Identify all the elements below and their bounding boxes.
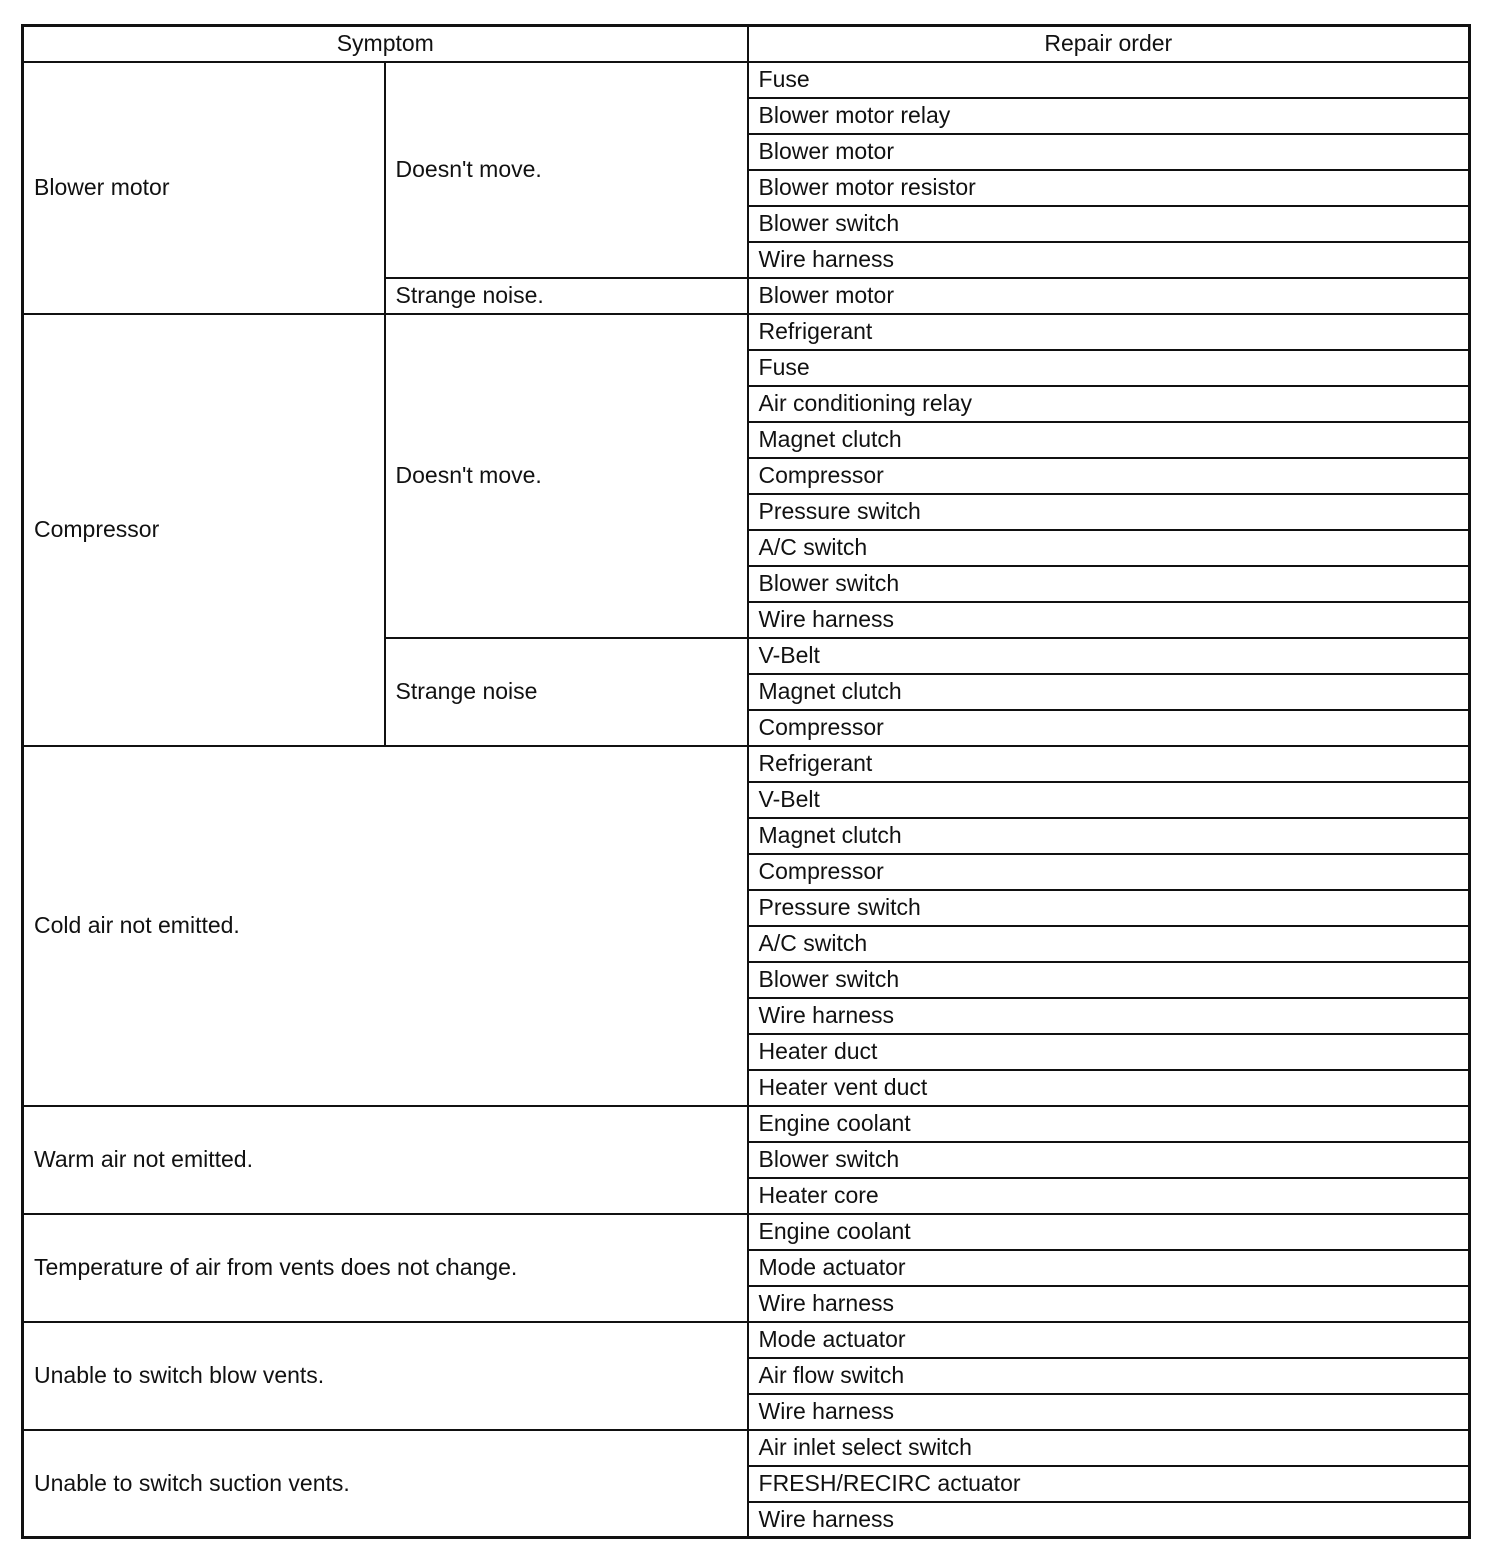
repair-item: Mode actuator xyxy=(748,1250,1470,1286)
repair-item: FRESH/RECIRC actuator xyxy=(748,1466,1470,1502)
repair-item: Heater core xyxy=(748,1178,1470,1214)
table-row xyxy=(23,1430,1470,1466)
repair-item: Mode actuator xyxy=(748,1322,1470,1358)
repair-item: A/C switch xyxy=(748,926,1470,962)
repair-item: Wire harness xyxy=(748,1502,1470,1538)
repair-item: Fuse xyxy=(748,350,1470,386)
repair-order-header: Repair order xyxy=(748,26,1470,62)
repair-item: Air flow switch xyxy=(748,1358,1470,1394)
repair-item: Compressor xyxy=(748,854,1470,890)
symptom-category: Warm air not emitted. xyxy=(23,1106,748,1214)
repair-item: Pressure switch xyxy=(748,494,1470,530)
symptom-category: Unable to switch blow vents. xyxy=(23,1322,748,1430)
repair-item: Wire harness xyxy=(748,602,1470,638)
repair-item: Blower motor xyxy=(748,134,1470,170)
repair-item: Blower motor xyxy=(748,278,1470,314)
repair-item: V-Belt xyxy=(748,638,1470,674)
table-body xyxy=(23,62,1470,1538)
repair-item: Wire harness xyxy=(748,1394,1470,1430)
repair-item: Blower switch xyxy=(748,566,1470,602)
symptom-condition: Doesn't move. xyxy=(385,314,748,638)
table-row xyxy=(23,1106,1470,1142)
repair-item: Air inlet select switch xyxy=(748,1430,1470,1466)
repair-item: V-Belt xyxy=(748,782,1470,818)
symptom-condition: Strange noise xyxy=(385,638,748,746)
table-row xyxy=(23,314,1470,350)
repair-item: Heater duct xyxy=(748,1034,1470,1070)
repair-item: Blower switch xyxy=(748,206,1470,242)
symptom-category: Temperature of air from vents does not change. xyxy=(23,1214,748,1322)
table-header-row xyxy=(23,26,1470,62)
symptom-category: Unable to switch suction vents. xyxy=(23,1430,748,1538)
repair-item: Engine coolant xyxy=(748,1214,1470,1250)
repair-item: Fuse xyxy=(748,62,1470,98)
repair-item: A/C switch xyxy=(748,530,1470,566)
repair-item: Wire harness xyxy=(748,1286,1470,1322)
repair-item: Wire harness xyxy=(748,242,1470,278)
repair-item: Engine coolant xyxy=(748,1106,1470,1142)
repair-item: Magnet clutch xyxy=(748,818,1470,854)
table-row xyxy=(23,1322,1470,1358)
table-row xyxy=(23,62,1470,98)
repair-item: Magnet clutch xyxy=(748,674,1470,710)
symptom-header: Symptom xyxy=(23,26,748,62)
repair-item: Blower motor relay xyxy=(748,98,1470,134)
repair-item: Pressure switch xyxy=(748,890,1470,926)
repair-item: Air conditioning relay xyxy=(748,386,1470,422)
repair-item: Wire harness xyxy=(748,998,1470,1034)
repair-order-document xyxy=(21,24,1468,1539)
repair-item: Heater vent duct xyxy=(748,1070,1470,1106)
repair-item: Blower motor resistor xyxy=(748,170,1470,206)
repair-item: Refrigerant xyxy=(748,746,1470,782)
symptom-repair-table xyxy=(21,24,1471,1539)
symptom-condition: Strange noise. xyxy=(385,278,748,314)
symptom-category: Cold air not emitted. xyxy=(23,746,748,1106)
symptom-category: Compressor xyxy=(23,314,385,746)
symptom-condition: Doesn't move. xyxy=(385,62,748,278)
repair-item: Blower switch xyxy=(748,1142,1470,1178)
table-row xyxy=(23,746,1470,782)
repair-item: Refrigerant xyxy=(748,314,1470,350)
symptom-category: Blower motor xyxy=(23,62,385,314)
repair-item: Blower switch xyxy=(748,962,1470,998)
repair-item: Magnet clutch xyxy=(748,422,1470,458)
repair-item: Compressor xyxy=(748,710,1470,746)
repair-item: Compressor xyxy=(748,458,1470,494)
table-row xyxy=(23,1214,1470,1250)
